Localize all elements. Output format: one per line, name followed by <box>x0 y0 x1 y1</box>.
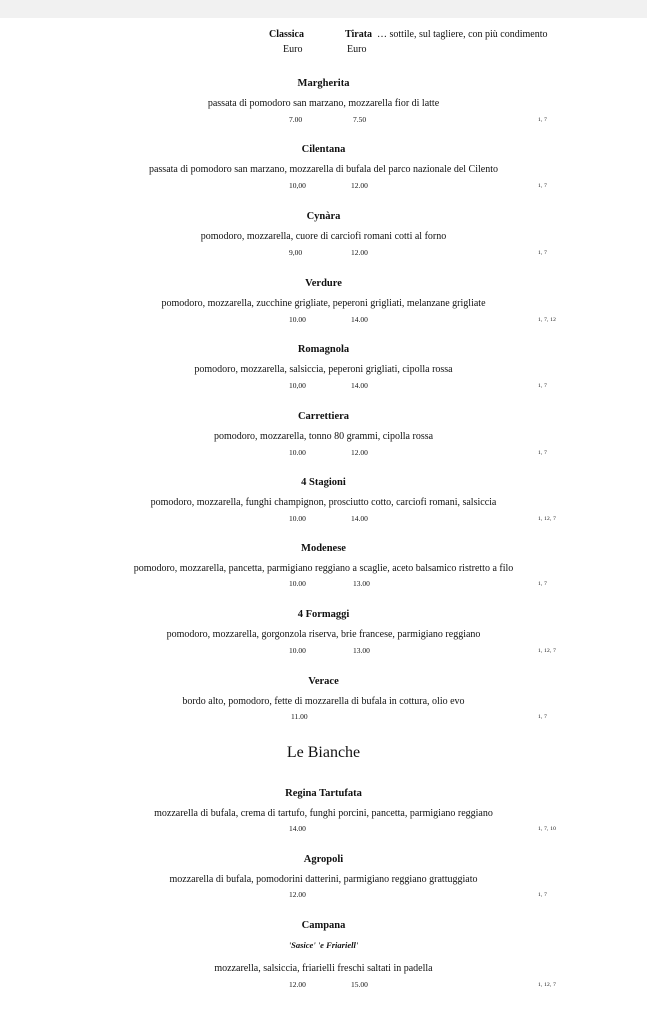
price-tirata: 7.50 <box>353 115 367 124</box>
tirata-currency: Euro <box>347 44 367 55</box>
tirata-description: … sottile, sul tagliere, con più condimento <box>377 29 548 40</box>
item-description: bordo alto, pomodoro, fette di mozzarella di bufala in cottura, olio evo <box>182 696 465 707</box>
item-name: Campana <box>301 920 346 931</box>
price-classica: 7.00 <box>289 115 303 124</box>
price-tirata: 14.00 <box>351 315 368 324</box>
allergens: 1, 7 <box>538 250 548 256</box>
price-classica: 10.00 <box>289 448 306 457</box>
item-name: Romagnola <box>297 344 350 355</box>
price-classica: 14.00 <box>289 824 306 833</box>
price-tirata: 12.00 <box>351 448 368 457</box>
item-name: Margherita <box>297 78 350 89</box>
price-tirata: 12.00 <box>351 248 368 257</box>
price-classica: 10.00 <box>289 315 306 324</box>
price-classica: 12.00 <box>289 890 306 899</box>
price-classica: 10.00 <box>289 579 306 588</box>
allergens: 1, 7 <box>538 892 548 898</box>
price-classica: 10,00 <box>289 381 306 390</box>
price-classica: 12.00 <box>289 980 306 989</box>
item-name: 4 Formaggi <box>297 609 350 620</box>
price-classica: 10.00 <box>289 646 306 655</box>
item-description: pomodoro, mozzarella, zucchine grigliate, peperoni grigliati, melanzane grigliate <box>161 298 486 309</box>
item-description: mozzarella di bufala, crema di tartufo, funghi porcini, pancetta, parmigiano reggiano <box>154 808 493 819</box>
item-description: mozzarella di bufala, pomodorini datterini, parmigiano reggiano grattuggiato <box>169 874 478 885</box>
item-description: mozzarella, salsiccia, friarielli freschi saltati in padella <box>214 963 433 974</box>
allergens: 1, 7, 12 <box>538 317 557 323</box>
item-name: Cynàra <box>306 211 341 222</box>
allergens: 1, 7 <box>538 183 548 189</box>
price-classica: 10.00 <box>289 514 306 523</box>
price-tirata: 14.00 <box>351 381 368 390</box>
allergens: 1, 12, 7 <box>538 982 557 988</box>
item-name: 4 Stagioni <box>301 477 346 488</box>
classica-currency: Euro <box>283 44 303 55</box>
price-classica: 11.00 <box>291 712 308 721</box>
allergens: 1, 7 <box>538 714 548 720</box>
item-description: passata di pomodoro san marzano, mozzarella fior di latte <box>207 98 440 109</box>
tirata-label: Tirata <box>345 29 373 40</box>
item-description: pomodoro, mozzarella, salsiccia, peperoni grigliati, cipolla rossa <box>194 364 453 375</box>
allergens: 1, 7 <box>538 117 548 123</box>
allergens: 1, 7 <box>538 450 548 456</box>
item-name: Regina Tartufata <box>285 788 362 799</box>
item-name: Cilentana <box>301 144 346 155</box>
price-tirata: 12.00 <box>351 181 368 190</box>
allergens: 1, 7 <box>538 383 548 389</box>
price-classica: 9,00 <box>289 248 303 257</box>
item-name: Verdure <box>305 278 342 289</box>
item-subtitle: 'Sasice' 'e Friariell' <box>288 940 359 950</box>
item-description: passata di pomodoro san marzano, mozzarella di bufala del parco nazionale del Cilento <box>148 164 499 175</box>
price-tirata: 13.00 <box>353 646 370 655</box>
price-classica: 10,00 <box>289 181 306 190</box>
allergens: 1, 12, 7 <box>538 516 557 522</box>
item-description: pomodoro, mozzarella, gorgonzola riserva, brie francese, parmigiano reggiano <box>166 629 481 640</box>
price-tirata: 13.00 <box>353 579 370 588</box>
item-description: pomodoro, mozzarella, tonno 80 grammi, cipolla rossa <box>213 431 434 442</box>
item-name: Verace <box>308 676 339 687</box>
allergens: 1, 7 <box>538 581 548 587</box>
item-description: pomodoro, mozzarella, pancetta, parmigiano reggiano a scaglie, aceto balsamico ristretto a filo <box>133 563 514 574</box>
item-description: pomodoro, mozzarella, funghi champignon, prosciutto cotto, carciofi romani, salsiccia <box>150 497 497 508</box>
price-tirata: 14.00 <box>351 514 368 523</box>
section-title-bianche: Le Bianche <box>286 744 361 761</box>
item-name: Carrettiera <box>297 411 350 422</box>
item-description: pomodoro, mozzarella, cuore di carciofi romani cotti al forno <box>200 231 447 242</box>
price-tirata: 15.00 <box>351 980 368 989</box>
item-name: Agropoli <box>303 854 344 865</box>
allergens: 1, 7, 10 <box>538 826 557 832</box>
allergens: 1, 12, 7 <box>538 648 557 654</box>
classica-label: Classica <box>269 29 304 40</box>
item-name: Modenese <box>301 543 346 554</box>
top-bar <box>0 0 647 18</box>
